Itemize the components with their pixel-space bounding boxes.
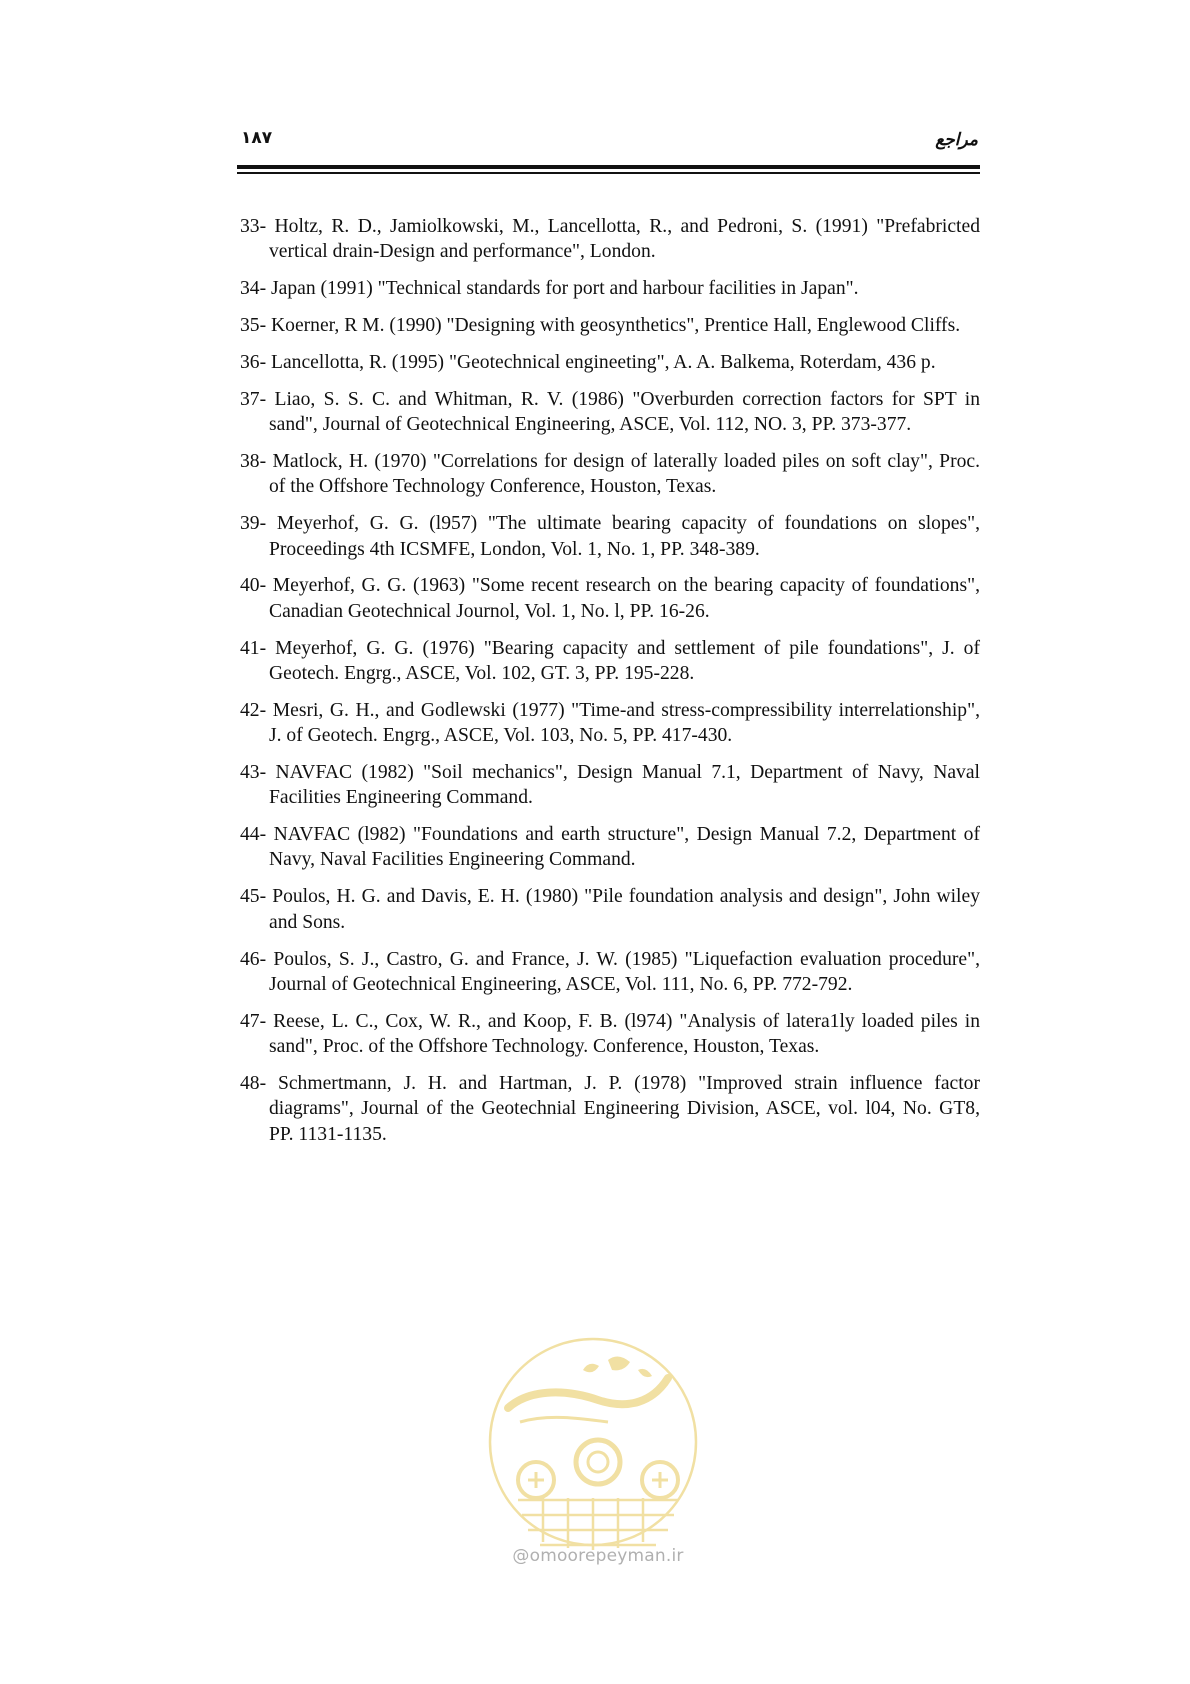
reference-item: 37- Liao, S. S. C. and Whitman, R. V. (1986) "Overburden correction factors for SPT in sand", Journal of Geotechnical Engineering, ASCE, Vol. 112, NO. 3, PP. 373-377. bbox=[240, 388, 980, 436]
reference-item: 36- Lancellotta, R. (1995) "Geotechnical engineeting", A. A. Balkema, Roterdam, 436 p. bbox=[240, 351, 936, 373]
reference-item: 35- Koerner, R M. (1990) "Designing with geosynthetics", Prentice Hall, Englewood Cliffs. bbox=[240, 315, 961, 337]
section-title: مراجع bbox=[935, 130, 978, 150]
reference-item: 45- Poulos, H. G. and Davis, E. H. (1980) "Pile foundation analysis and design", John wiley and Sons. bbox=[240, 886, 980, 933]
header-rule-thick bbox=[237, 165, 980, 169]
omoorepeyman-logo-icon bbox=[488, 1330, 708, 1570]
header-rule-thin bbox=[237, 172, 980, 174]
reference-item: 48- Schmertmann, J. H. and Hartman, J. P. (1978) "Improved strain influence factor diagrams", Journal of the Geotechnial Engineering Division, ASCE, vol. l04, No. GT8, PP. 1131-1135. bbox=[240, 1072, 980, 1145]
reference-item: 43- NAVFAC (1982) "Soil mechanics", Design Manual 7.1, Department of Navy, Naval Facilities Engineering Command. bbox=[240, 761, 980, 809]
reference-item: 44- NAVFAC (l982) "Foundations and earth structure", Design Manual 7.2, Department of Navy, Naval Facilities Engineering Command. bbox=[240, 824, 980, 871]
reference-item: 41- Meyerhof, G. G. (1976) "Bearing capacity and settlement of pile foundations", J. of Geotech. Engrg., ASCE, Vol. 102, GT. 3, PP. 195-228. bbox=[240, 637, 980, 684]
reference-item: 34- Japan (1991) "Technical standards for port and harbour facilities in Japan". bbox=[240, 278, 859, 300]
reference-item: 38- Matlock, H. (1970) "Correlations for design of laterally loaded piles on soft clay", Proc. of the Offshore Technology Conference, Houston, Texas. bbox=[240, 451, 980, 498]
reference-item: 39- Meyerhof, G. G. (l957) "The ultimate bearing capacity of foundations on slopes", Proceedings 4th ICSMFE, London, Vol. 1, No. 1, PP. 348-389. bbox=[240, 513, 980, 560]
reference-item: 40- Meyerhof, G. G. (1963) "Some recent research on the bearing capacity of foundations", Canadian Geotechnical Journol, Vol. 1, No. l, PP. 16-26. bbox=[240, 575, 980, 622]
reference-item: 42- Mesri, G. H., and Godlewski (1977) "Time-and stress-compressibility interrelationship", J. of Geotech. Engrg., ASCE, Vol. 103, No. 5, PP. 417-430. bbox=[240, 699, 980, 747]
reference-item: 33- Holtz, R. D., Jamiolkowski, M., Lancellotta, R., and Pedroni, S. (1991) "Prefabricted vertical drain-Design and performance", London. bbox=[240, 216, 980, 263]
watermark-site-text: @omoorepeyman.ir bbox=[512, 1546, 684, 1566]
reference-list bbox=[240, 214, 980, 1158]
reference-item: 47- Reese, L. C., Cox, W. R., and Koop, F. B. (l974) "Analysis of latera1ly loaded piles in sand", Proc. of the Offshore Technology. Conference, Houston, Texas. bbox=[240, 1010, 980, 1058]
page-number: ۱۸۷ bbox=[241, 128, 273, 148]
reference-item: 46- Poulos, S. J., Castro, G. and France, J. W. (1985) "Liquefaction evaluation procedure", Journal of Geotechnical Engineering, ASCE, Vol. 111, No. 6, PP. 772-792. bbox=[240, 948, 980, 995]
page-header bbox=[237, 128, 980, 158]
